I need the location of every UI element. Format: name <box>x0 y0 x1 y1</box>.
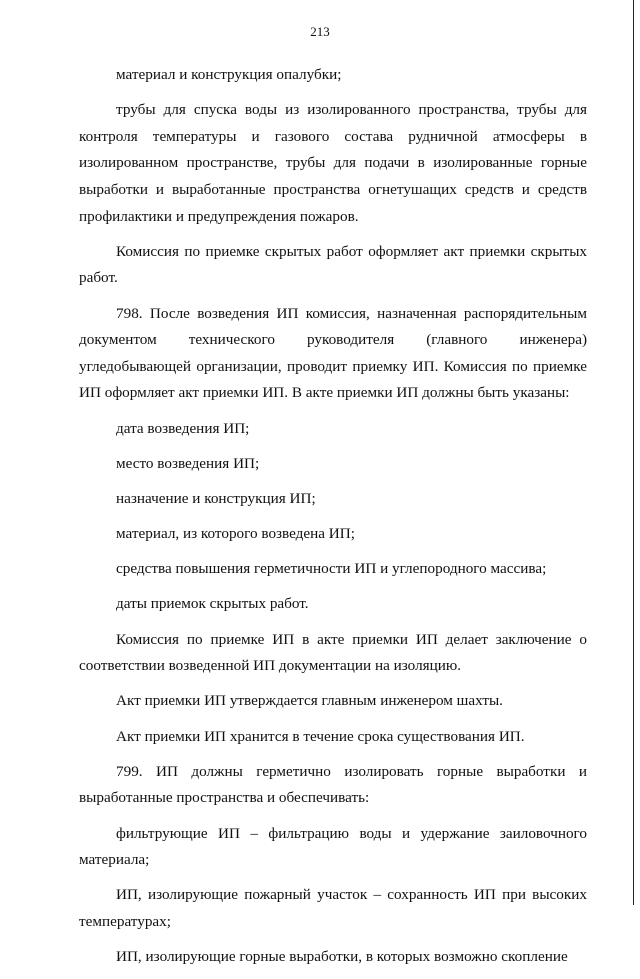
page-edge-line <box>633 0 634 905</box>
document-body <box>79 62 587 979</box>
paragraph: Комиссия по приемке ИП в акте приемки ИП делает заключение о соответствии возведенной ИП документации на изоляцию. <box>79 630 587 675</box>
list-item: средства повышения герметичности ИП и углепородного массива; <box>116 560 547 578</box>
paragraph: Комиссия по приемке скрытых работ оформляет акт приемки скрытых работ. <box>79 242 587 287</box>
page-number: 213 <box>310 24 330 39</box>
paragraph: Акт приемки ИП хранится в течение срока существования ИП. <box>116 727 525 745</box>
list-item: ИП, изолирующие пожарный участок – сохранность ИП при высоких температурах; <box>79 886 587 930</box>
list-item: назначение и конструкция ИП; <box>116 489 316 507</box>
list-item: даты приемок скрытых работ. <box>116 595 309 613</box>
paragraph: материал и конструкция опалубки; <box>116 66 342 83</box>
list-item: фильтрующие ИП – фильтрацию воды и удержание заиловочного материала; <box>79 824 587 869</box>
list-item: ИП, изолирующие горные выработки, в которых возможно скопление <box>116 948 568 966</box>
paragraph: трубы для спуска воды из изолированного пространства, трубы для контроля температуры и газового состава рудничной атмосферы в изолированном пространстве, трубы для подачи в изолированные горные выработки и выработанные пространства огнетушащих средств и средств профилактики и предупреждения пожаров. <box>79 101 587 225</box>
list-item: место возведения ИП; <box>116 454 260 472</box>
list-item: дата возведения ИП; <box>116 419 250 437</box>
paragraph: 799. ИП должны герметично изолировать горные выработки и выработанные пространства и обеспечивать: <box>79 762 587 807</box>
list-item: материал, из которого возведена ИП; <box>116 525 355 543</box>
paragraph: Акт приемки ИП утверждается главным инженером шахты. <box>116 692 503 710</box>
paragraph: 798. После возведения ИП комиссия, назначенная распорядительным документом технического руководителя (главного инженера) угледобывающей организации, проводит приемку ИП. Комиссия по приемке ИП оформляет акт приемки ИП. В акте приемки ИП должны быть указаны: <box>79 304 587 402</box>
